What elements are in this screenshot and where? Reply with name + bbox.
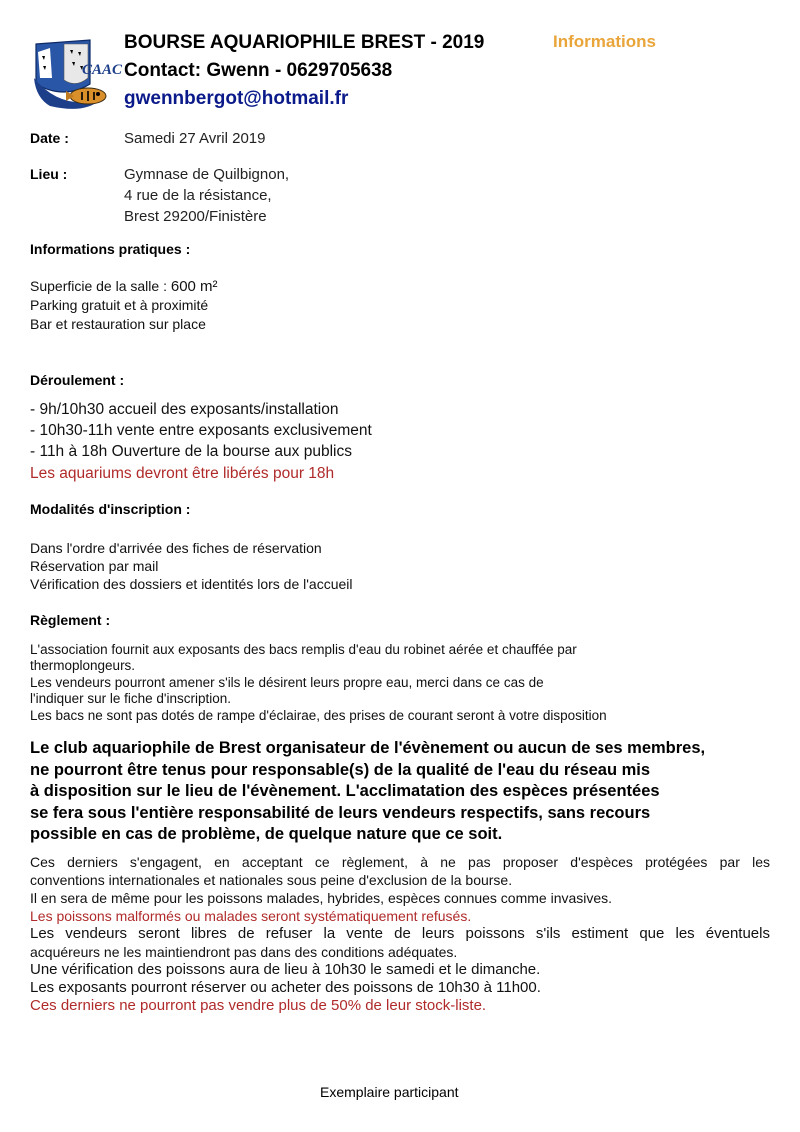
lieu-line: Brest 29200/Finistère xyxy=(124,208,267,225)
conditions-line: Les vendeurs seront libres de refuser la vente de leurs poissons s'ils estiment que les éventuels xyxy=(30,925,770,942)
event-title: BOURSE AQUARIOPHILE BREST - 2019 xyxy=(124,32,485,53)
verification-time: 10h30 le samedi et le dimanche. xyxy=(324,961,541,978)
reglement-line: L'association fournit aux exposants des bacs remplis d'eau du robinet aérée et chauffée par xyxy=(30,642,577,657)
conditions-line: Ces derniers ne pourront pas vendre plus de 50% de leur stock-liste. xyxy=(30,997,487,1014)
conditions-line: Les poissons malformés ou malades seront systématiquement refusés. xyxy=(30,908,472,924)
conditions-line: Les exposants pourront réserver ou acheter des poissons de 10h30 à 11h00. xyxy=(30,979,541,996)
contact-email[interactable]: gwennbergot@hotmail.fr xyxy=(124,88,349,109)
superficie-label: Superficie de la salle : xyxy=(30,278,167,294)
reglement-line: thermoplongeurs. xyxy=(30,658,136,673)
reglement-line: l'indiquer sur le fiche d'inscription. xyxy=(30,691,232,706)
deroulement-title: Déroulement : xyxy=(30,372,125,388)
club-logo xyxy=(30,38,124,114)
superficie-line xyxy=(30,277,218,296)
disclaimer-block xyxy=(30,738,790,846)
conditions-block xyxy=(30,853,770,1015)
conditions-line: Il en sera de même pour les poissons malades, hybrides, espèces connues comme invasives. xyxy=(30,890,613,906)
infos-line: Parking gratuit et à proximité xyxy=(30,297,209,313)
disclaimer-line: Le club aquariophile de Brest organisateur de l'évènement ou aucun de ses membres, xyxy=(30,739,706,757)
deroulement-item: - 10h30-11h vente entre exposants exclusivement xyxy=(30,422,372,439)
conditions-line: conventions internationales et nationales sous peine d'exclusion de la bourse. xyxy=(30,872,513,888)
date-value: Samedi 27 Avril 2019 xyxy=(124,130,266,147)
date-label: Date : xyxy=(30,130,69,146)
lieu-label: Lieu : xyxy=(30,166,68,182)
reglement-title: Règlement : xyxy=(30,612,111,628)
logo-text: CAAC xyxy=(81,62,123,78)
disclaimer-line: possible en cas de problème, de quelque nature que ce soit. xyxy=(30,825,503,843)
conditions-line: Ces derniers s'engagent, en acceptant ce règlement, à ne pas proposer d'espèces protégées par les xyxy=(30,854,770,870)
inscription-line: Dans l'ordre d'arrivée des fiches de réservation xyxy=(30,540,322,556)
deroulement-item: - 11h à 18h Ouverture de la bourse aux publics xyxy=(30,443,352,460)
lieu-line: Gymnase de Quilbignon, xyxy=(124,166,290,183)
infos-title: Informations pratiques : xyxy=(30,241,191,257)
inscription-line: Vérification des dossiers et identités lors de l'accueil xyxy=(30,576,353,592)
reglement-line: Les vendeurs pourront amener s'ils le désirent leurs propre eau, merci dans ce cas de xyxy=(30,675,544,690)
verification-text: Une vérification des poissons aura de lieu à xyxy=(30,961,321,978)
conditions-line xyxy=(30,961,770,979)
section-tag: Informations xyxy=(553,32,656,51)
lieu-line: 4 rue de la résistance, xyxy=(124,187,272,204)
deroulement-item: - 9h/10h30 accueil des exposants/installation xyxy=(30,401,339,418)
inscription-line: Réservation par mail xyxy=(30,558,159,574)
contact-line: Contact: Gwenn - 0629705638 xyxy=(124,60,393,81)
infos-line: Bar et restauration sur place xyxy=(30,316,206,332)
inscription-title: Modalités d'inscription : xyxy=(30,501,191,517)
footer-text: Exemplaire participant xyxy=(320,1084,459,1100)
disclaimer-line: ne pourront être tenus pour responsable(s) de la qualité de l'eau du réseau mis xyxy=(30,760,651,779)
conditions-line: acquéreurs ne les maintiendront pas dans des conditions adéquates. xyxy=(30,944,458,960)
disclaimer-line: à disposition sur le lieu de l'évènement. L'acclimatation des espèces présentées xyxy=(30,782,660,800)
disclaimer-line: se fera sous l'entière responsabilité de leurs vendeurs respectifs, sans recours xyxy=(30,803,651,822)
reglement-line: Les bacs ne sont pas dotés de rampe d'éclairae, des prises de courant seront à votre disposition xyxy=(30,708,607,723)
deroulement-note: Les aquariums devront être libérés pour 18h xyxy=(30,465,335,482)
superficie-value: 600 m² xyxy=(170,278,218,295)
